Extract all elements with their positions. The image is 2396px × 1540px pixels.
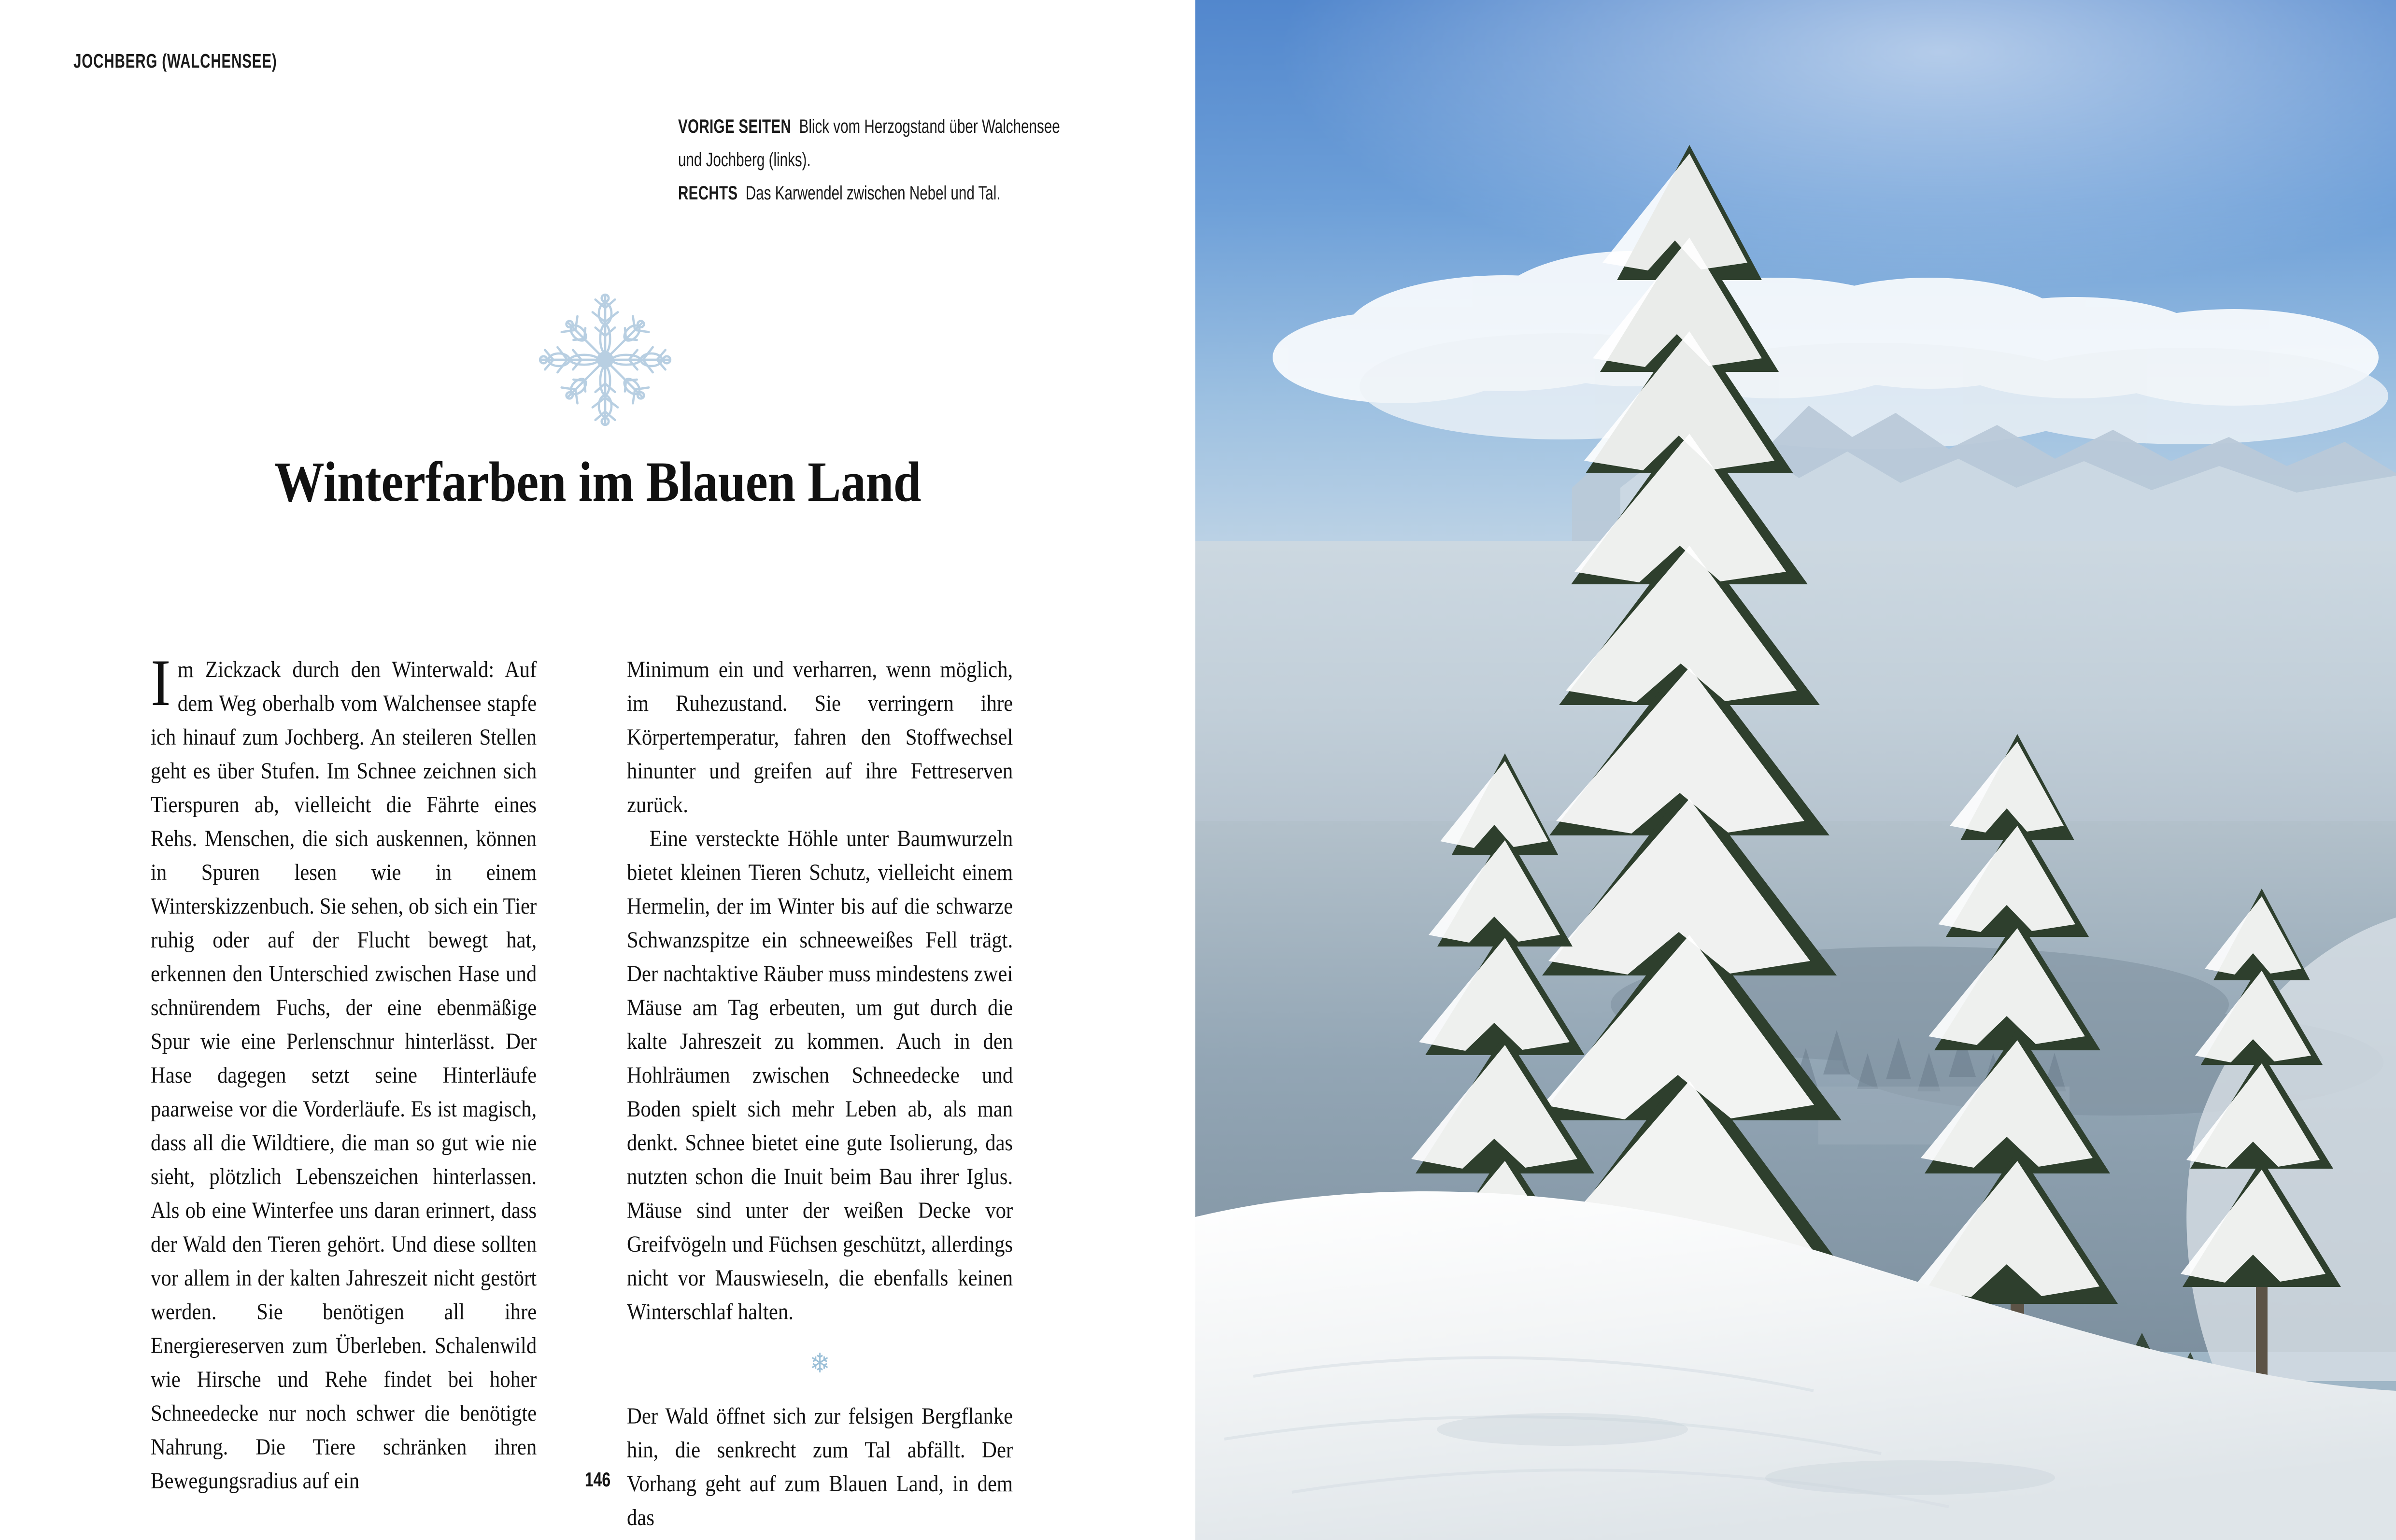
left-text-page xyxy=(0,0,1195,1540)
caption-text-vorige-seiten: Blick vom Herzogstand über Walchensee xyxy=(799,116,1060,137)
paragraph-right-1: Minimum ein und verharren, wenn möglich, im Ruhezustand. Sie verringern ihre Körpertemperatur, fahren den Stoffwechsel hinunter und greifen auf ihre Fettreserven zurück. xyxy=(627,657,1013,818)
snowflake-ornament-icon xyxy=(535,290,675,430)
caption-line-1 xyxy=(678,110,1060,143)
body-column-right xyxy=(627,653,1013,1535)
drop-cap: I xyxy=(151,646,171,720)
figure-caption-block xyxy=(678,110,1064,210)
caption-text-rechts: Das Karwendel zwischen Nebel und Tal. xyxy=(745,182,1001,204)
caption-line-2: und Jochberg (links). xyxy=(678,149,811,170)
photograph-karwendel xyxy=(1195,0,2396,1540)
paragraph-left-1-text: m Zickzack durch den Winterwald: Auf dem Weg oberhalb vom Walchensee stapfe ich hinauf zum Jochberg. An steileren Stellen geht es über Stufen. Im Schnee zeichnen sich Tierspuren ab, vielleicht die Fährte eines Rehs. Menschen, die sich auskennen, können in Spuren lesen wie in einem Winterskizzenbuch. Sie sehen, ob sich ein Tier ruhig oder auf der Flucht bewegt hat, erkennen den Unterschied zwischen Hase und schnürendem Fuchs, der eine ebenmäßige Spur wie eine Perlenschnur hinterlässt. Der Hase dagegen setzt seine Hinterläufe paarweise vor die Vorderläufe. Es ist magisch, dass all die Wildtiere, die man so gut wie nie sieht, plötzlich Lebenszeichen hinterlassen. Als ob eine Winterfee uns daran erinnert, dass der Wald den Tieren gehört. Und diese sollten vor allem in der kalten Jahreszeit nicht gestört werden. Sie benötigen all ihre Energiereserven zum Überleben. Schalenwild wie Hirsche und Rehe findet bei hoher Schneedecke nur noch schwer die benötigte Nahrung. Die Tiere schränken ihren Bewegungsradius auf ein xyxy=(151,657,537,1494)
page-title: Winterfarben im Blauen Land xyxy=(274,450,922,513)
caption-label-rechts: RECHTS xyxy=(678,182,738,204)
body-column-left xyxy=(151,646,537,1498)
caption-label-vorige-seiten: VORIGE SEITEN xyxy=(678,116,792,137)
paragraph-right-3: Der Wald öffnet sich zur felsigen Bergflanke hin, die senkrecht zum Tal abfällt. Der Vorhang geht auf zum Blauen Land, in dem das xyxy=(627,1404,1013,1530)
caption-line-3 xyxy=(678,177,1001,210)
snowflake-divider-icon: ❄ xyxy=(809,1349,830,1379)
page-number: 146 xyxy=(584,1468,611,1491)
paragraph-left-1 xyxy=(151,646,537,1498)
paragraph-right-2: Eine versteckte Höhle unter Baumwurzeln bietet kleinen Tieren Schutz, vielleicht einem Hermelin, der im Winter bis auf die schwarze Schwanzspitze ein schneeweißes Fell trägt. Der nachtaktive Räuber muss mindestens zwei Mäuse am Tag erbeuten, um gut durch die kalte Jahreszeit zu kommen. Auch in den Hohlräumen zwischen Schneedecke und Boden spielt sich mehr Leben ab, als man denkt. Schnee bietet eine gute Isolierung, das nutzten schon die Inuit beim Bau ihrer Iglus. Mäuse sind unter der weißen Decke vor Greifvögeln und Füchsen geschützt, allerdings nicht vor Mauswieseln, die ebenfalls keinen Winterschlaf halten. xyxy=(627,826,1013,1325)
running-head: JOCHBERG (WALCHENSEE) xyxy=(73,50,277,72)
